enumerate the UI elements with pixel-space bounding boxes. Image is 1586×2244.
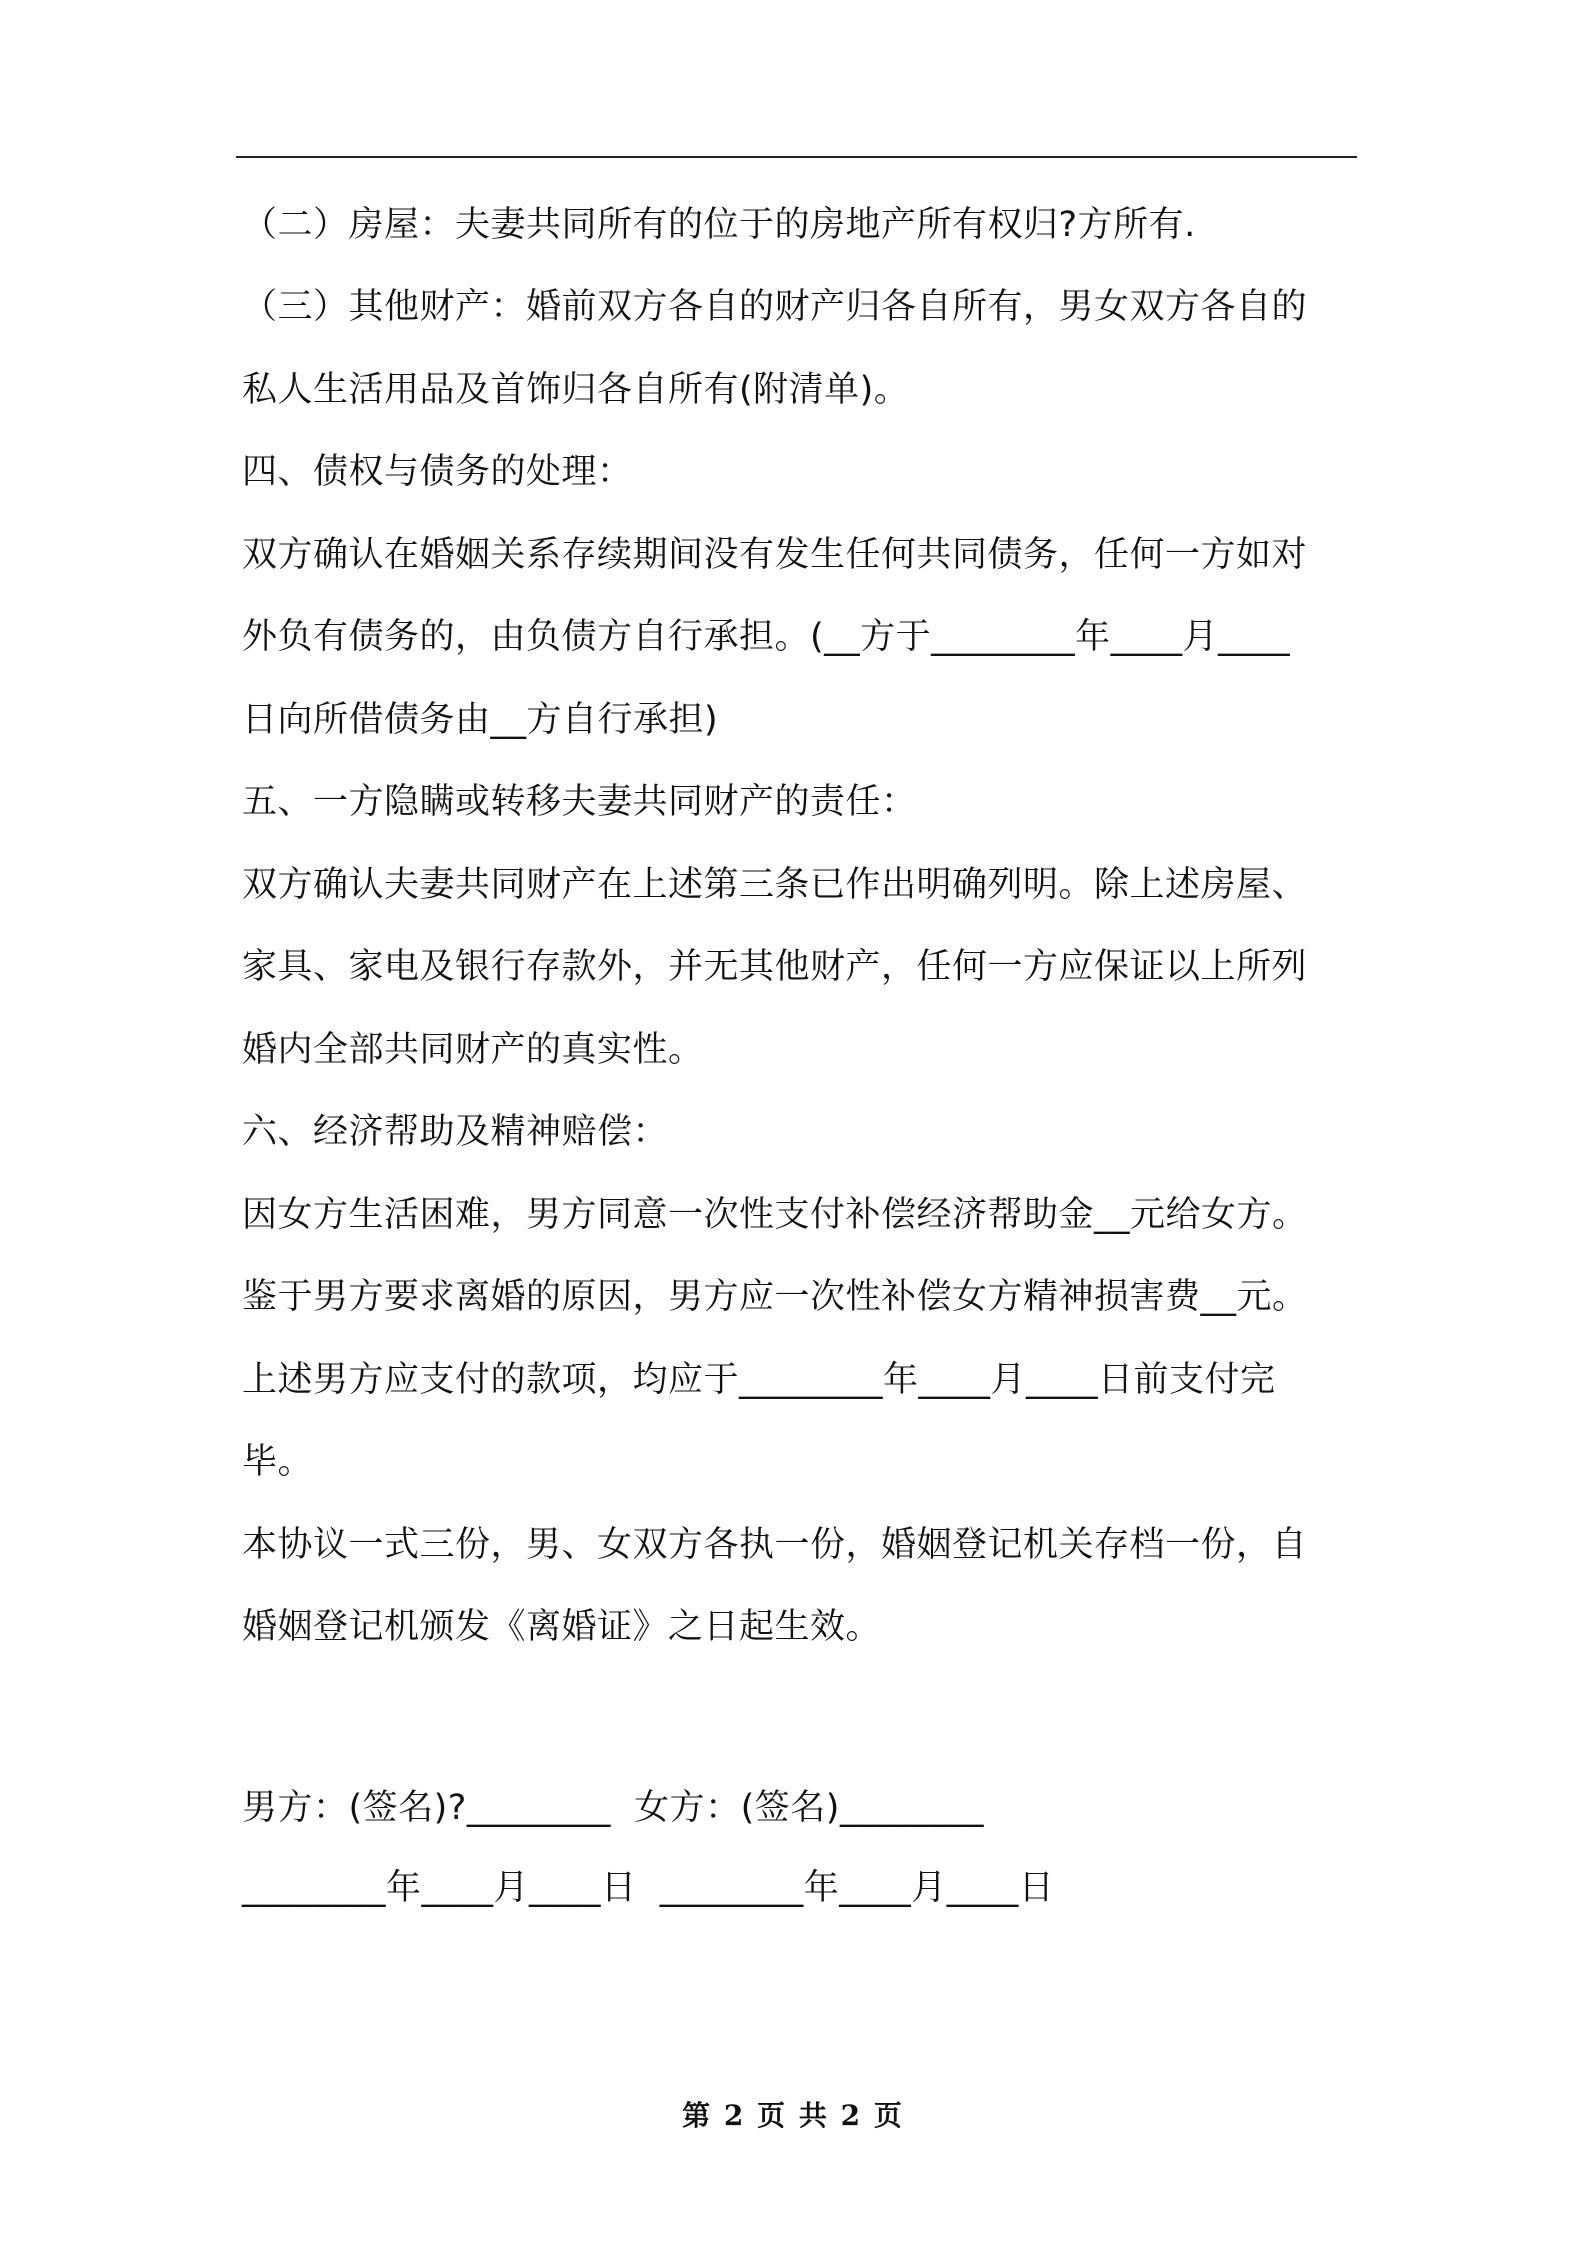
clause-other-property: （三）其他财产：婚前双方各自的财产归各自所有，男女双方各自的 (242, 287, 1308, 327)
paragraph-concealment-cont: 婚内全部共同财产的真实性。 (242, 1030, 704, 1070)
signature-line: 男方：(签名)?________ 女方：(签名)________ (242, 1788, 984, 1828)
clause-house: （二）房屋：夫妻共同所有的位于的房地产所有权归?方所有. (242, 205, 1196, 245)
paragraph-debts: 双方确认在婚姻关系存续期间没有发生任何共同债务，任何一方如对 (242, 535, 1308, 575)
header-rule (236, 156, 1357, 158)
section-heading-concealment: 五、一方隐瞒或转移夫妻共同财产的责任： (242, 782, 917, 822)
section-heading-compensation: 六、经济帮助及精神赔偿： (242, 1112, 669, 1152)
date-line: ________年____月____日 ________年____月____日 (242, 1868, 1055, 1908)
paragraph-payment-deadline-cont: 毕。 (242, 1442, 314, 1482)
paragraph-compensation: 鉴于男方要求离婚的原因，男方应一次性补偿女方精神损害费__元。 (242, 1277, 1308, 1317)
paragraph-payment-deadline: 上述男方应支付的款项，均应于________年____月____日前支付完 (242, 1360, 1276, 1400)
paragraph-copies-cont: 婚姻登记机颁发《离婚证》之日起生效。 (242, 1607, 882, 1647)
page-number: 第 2 页 共 2 页 (682, 2099, 904, 2132)
paragraph-debts-cont: 外负有债务的，由负债方自行承担。(__方于________年____月____ (242, 617, 1291, 657)
paragraph-debts-cont: 日向所借债务由__方自行承担) (242, 700, 719, 740)
clause-other-property-cont: 私人生活用品及首饰归各自所有(附清单)。 (242, 370, 910, 410)
paragraph-concealment-cont: 家具、家电及银行存款外，并无其他财产，任何一方应保证以上所列 (242, 947, 1308, 987)
paragraph-copies: 本协议一式三份，男、女双方各执一份，婚姻登记机关存档一份，自 (242, 1525, 1308, 1565)
paragraph-compensation: 因女方生活困难，男方同意一次性支付补偿经济帮助金__元给女方。 (242, 1195, 1308, 1235)
section-heading-debts: 四、债权与债务的处理： (242, 452, 633, 492)
paragraph-concealment: 双方确认夫妻共同财产在上述第三条已作出明确列明。除上述房屋、 (242, 865, 1308, 905)
